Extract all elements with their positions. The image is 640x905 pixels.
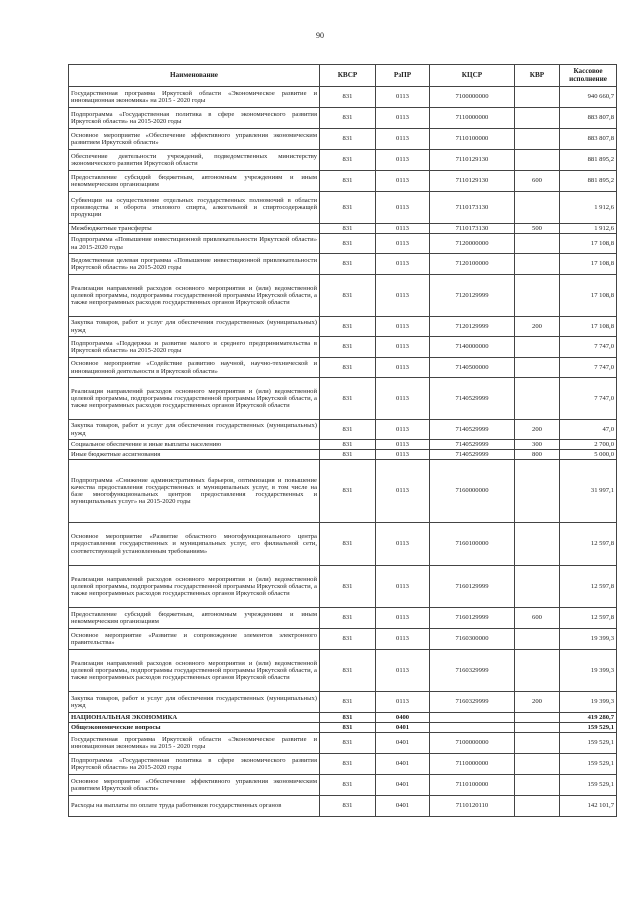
cell-name: Государственная программа Иркутской области «Экономическое развитие и инновационная экономика» на 2015 - 2020 годы bbox=[69, 87, 320, 108]
cell-name: Субвенции на осуществление отдельных государственных полномочий в области производства и оборота этилового спирта, алкогольной и спиртосодержащей продукции bbox=[69, 192, 320, 224]
cell-name: Подпрограмма «Государственная политика в сфере экономического развития Иркутской области» на 2015-2020 годы bbox=[69, 754, 320, 775]
cell-amount: 47,0 bbox=[560, 420, 617, 440]
cell-amount: 19 399,3 bbox=[560, 629, 617, 650]
cell-kvsr: 831 bbox=[320, 358, 376, 378]
table-row bbox=[69, 775, 617, 796]
cell-kcsr: 7120129999 bbox=[430, 317, 515, 337]
table-row bbox=[69, 650, 617, 692]
cell-rzpr: 0113 bbox=[376, 150, 430, 171]
cell-kvr bbox=[515, 358, 560, 378]
cell-amount: 159 529,1 bbox=[560, 733, 617, 754]
cell-rzpr: 0113 bbox=[376, 608, 430, 629]
cell-rzpr: 0113 bbox=[376, 275, 430, 317]
cell-kvsr: 831 bbox=[320, 234, 376, 254]
cell-rzpr: 0401 bbox=[376, 754, 430, 775]
cell-kvsr: 831 bbox=[320, 378, 376, 420]
cell-kvr bbox=[515, 192, 560, 224]
cell-kvr: 200 bbox=[515, 692, 560, 713]
cell-kcsr: 7110000000 bbox=[430, 754, 515, 775]
cell-rzpr: 0113 bbox=[376, 523, 430, 566]
cell-amount: 12 597,8 bbox=[560, 608, 617, 629]
cell-rzpr: 0113 bbox=[376, 566, 430, 608]
cell-amount: 12 597,8 bbox=[560, 523, 617, 566]
cell-kcsr: 7160329999 bbox=[430, 650, 515, 692]
cell-rzpr: 0401 bbox=[376, 723, 430, 733]
table-row bbox=[69, 754, 617, 775]
table-row bbox=[69, 224, 617, 234]
cell-kvr bbox=[515, 723, 560, 733]
cell-rzpr: 0400 bbox=[376, 713, 430, 723]
table-row bbox=[69, 450, 617, 460]
cell-rzpr: 0113 bbox=[376, 317, 430, 337]
cell-kvr bbox=[515, 150, 560, 171]
cell-kvr bbox=[515, 234, 560, 254]
cell-rzpr: 0113 bbox=[376, 254, 430, 275]
table-body bbox=[69, 87, 617, 817]
cell-amount: 883 807,8 bbox=[560, 108, 617, 129]
cell-kvr bbox=[515, 733, 560, 754]
cell-kvsr: 831 bbox=[320, 460, 376, 523]
cell-kvr: 300 bbox=[515, 440, 560, 450]
cell-kcsr: 7120100000 bbox=[430, 254, 515, 275]
cell-name: Закупка товаров, работ и услуг для обеспечения государственных (муниципальных) нужд bbox=[69, 692, 320, 713]
table-row bbox=[69, 108, 617, 129]
table-row bbox=[69, 234, 617, 254]
cell-kvsr: 831 bbox=[320, 775, 376, 796]
cell-amount: 142 101,7 bbox=[560, 796, 617, 817]
cell-name: Реализация направлений расходов основного мероприятия и (или) ведомственной целевой программы, подпрограммы государственной программы Иркутской области, а также непрограммных расходов государственных органов Иркутской области bbox=[69, 650, 320, 692]
cell-name: Подпрограмма «Повышение инвестиционной привлекательности Иркутской области» на 2015-2020 годы bbox=[69, 234, 320, 254]
cell-kvr: 200 bbox=[515, 420, 560, 440]
cell-kcsr: 7110129130 bbox=[430, 150, 515, 171]
cell-kcsr: 7140500000 bbox=[430, 358, 515, 378]
table-row bbox=[69, 523, 617, 566]
cell-kcsr: 7160329999 bbox=[430, 692, 515, 713]
cell-name: Основное мероприятие «Обеспечение эффективного управления экономическим развитием Иркутской области» bbox=[69, 129, 320, 150]
cell-rzpr: 0113 bbox=[376, 129, 430, 150]
cell-name: Основное мероприятие «Развитие и сопровождение элементов электронного правительства» bbox=[69, 629, 320, 650]
table-row bbox=[69, 337, 617, 358]
table-row bbox=[69, 192, 617, 224]
cell-kcsr: 7160129999 bbox=[430, 608, 515, 629]
cell-name: Закупка товаров, работ и услуг для обеспечения государственных (муниципальных) нужд bbox=[69, 420, 320, 440]
cell-kvr bbox=[515, 754, 560, 775]
cell-name: Предоставление субсидий бюджетным, автономным учреждениям и иным некоммерческим организациям bbox=[69, 171, 320, 192]
cell-kvsr: 831 bbox=[320, 224, 376, 234]
cell-kcsr bbox=[430, 723, 515, 733]
cell-amount: 940 660,7 bbox=[560, 87, 617, 108]
page-number: 90 bbox=[316, 31, 324, 40]
cell-kvsr: 831 bbox=[320, 523, 376, 566]
cell-amount: 7 747,0 bbox=[560, 337, 617, 358]
cell-rzpr: 0113 bbox=[376, 171, 430, 192]
cell-rzpr: 0113 bbox=[376, 692, 430, 713]
cell-kvr bbox=[515, 566, 560, 608]
cell-kvsr: 831 bbox=[320, 337, 376, 358]
cell-name: Общеэкономические вопросы bbox=[69, 723, 320, 733]
table-row bbox=[69, 275, 617, 317]
table-row bbox=[69, 796, 617, 817]
cell-rzpr: 0113 bbox=[376, 358, 430, 378]
cell-kvsr: 831 bbox=[320, 254, 376, 275]
cell-amount: 17 108,8 bbox=[560, 234, 617, 254]
cell-amount: 7 747,0 bbox=[560, 378, 617, 420]
cell-kcsr: 7160100000 bbox=[430, 523, 515, 566]
cell-rzpr: 0113 bbox=[376, 460, 430, 523]
cell-rzpr: 0113 bbox=[376, 450, 430, 460]
cell-kcsr bbox=[430, 713, 515, 723]
cell-kvsr: 831 bbox=[320, 192, 376, 224]
table-row bbox=[69, 629, 617, 650]
cell-kcsr: 7140529999 bbox=[430, 450, 515, 460]
cell-kcsr: 7100000000 bbox=[430, 87, 515, 108]
cell-rzpr: 0401 bbox=[376, 733, 430, 754]
cell-name: Социальное обеспечение и иные выплаты населению bbox=[69, 440, 320, 450]
cell-kcsr: 7110173130 bbox=[430, 224, 515, 234]
cell-amount: 419 280,7 bbox=[560, 713, 617, 723]
cell-amount: 881 895,2 bbox=[560, 150, 617, 171]
cell-kvsr: 831 bbox=[320, 440, 376, 450]
cell-amount: 19 399,3 bbox=[560, 692, 617, 713]
cell-kvr bbox=[515, 378, 560, 420]
cell-kvsr: 831 bbox=[320, 171, 376, 192]
table-row bbox=[69, 129, 617, 150]
cell-kvr bbox=[515, 523, 560, 566]
cell-kcsr: 7110173130 bbox=[430, 192, 515, 224]
table-row bbox=[69, 150, 617, 171]
cell-rzpr: 0113 bbox=[376, 440, 430, 450]
table-row bbox=[69, 440, 617, 450]
table-row bbox=[69, 317, 617, 337]
cell-amount: 5 000,0 bbox=[560, 450, 617, 460]
cell-rzpr: 0113 bbox=[376, 337, 430, 358]
cell-kcsr: 7140529999 bbox=[430, 378, 515, 420]
cell-kvr bbox=[515, 129, 560, 150]
table-header-row bbox=[69, 65, 617, 87]
cell-kvr: 200 bbox=[515, 317, 560, 337]
cell-kcsr: 7120129999 bbox=[430, 275, 515, 317]
cell-amount: 1 912,6 bbox=[560, 224, 617, 234]
table-row bbox=[69, 692, 617, 713]
cell-rzpr: 0113 bbox=[376, 629, 430, 650]
cell-amount: 19 399,3 bbox=[560, 650, 617, 692]
cell-amount: 881 895,2 bbox=[560, 171, 617, 192]
cell-kcsr: 7110100000 bbox=[430, 129, 515, 150]
cell-kcsr: 7160300000 bbox=[430, 629, 515, 650]
cell-rzpr: 0113 bbox=[376, 224, 430, 234]
cell-kcsr: 7140529999 bbox=[430, 420, 515, 440]
cell-kvsr: 831 bbox=[320, 450, 376, 460]
cell-amount: 159 529,1 bbox=[560, 775, 617, 796]
cell-name: Реализация направлений расходов основного мероприятия и (или) ведомственной целевой программы, подпрограммы государственной программы Иркутской области, а также непрограммных расходов государственных органов Иркутской области bbox=[69, 566, 320, 608]
table-row bbox=[69, 87, 617, 108]
cell-rzpr: 0113 bbox=[376, 234, 430, 254]
cell-kcsr: 7160000000 bbox=[430, 460, 515, 523]
cell-rzpr: 0401 bbox=[376, 775, 430, 796]
cell-kvr: 600 bbox=[515, 171, 560, 192]
cell-name: Основное мероприятие «Содействие развитию научной, научно-технической и инновационной деятельности в Иркутской области» bbox=[69, 358, 320, 378]
cell-kvr bbox=[515, 337, 560, 358]
table-row bbox=[69, 723, 617, 733]
table-row bbox=[69, 254, 617, 275]
cell-kvsr: 831 bbox=[320, 713, 376, 723]
cell-kvr bbox=[515, 650, 560, 692]
header-rzpr: РзПР bbox=[376, 65, 430, 87]
cell-rzpr: 0113 bbox=[376, 378, 430, 420]
cell-kcsr: 7110100000 bbox=[430, 775, 515, 796]
cell-name: Подпрограмма «Снижение административных барьеров, оптимизация и повышение качества предоставления государственных и муниципальных услуг, в том числе на базе многофункциональных центров предоставления государственных и муниципальных услуг» на 2015-2020 годы bbox=[69, 460, 320, 523]
cell-rzpr: 0113 bbox=[376, 192, 430, 224]
cell-kvr bbox=[515, 796, 560, 817]
cell-name: Подпрограмма «Государственная политика в сфере экономического развития Иркутской области» на 2015-2020 годы bbox=[69, 108, 320, 129]
header-amount: Кассовое исполнение bbox=[560, 65, 617, 87]
cell-name: Реализация направлений расходов основного мероприятия и (или) ведомственной целевой программы, подпрограммы государственной программы Иркутской области, а также непрограммных расходов государственных органов Иркутской области bbox=[69, 275, 320, 317]
table-row bbox=[69, 608, 617, 629]
table-row bbox=[69, 378, 617, 420]
cell-kvsr: 831 bbox=[320, 629, 376, 650]
cell-name: Обеспечение деятельности учреждений, подведомственных министерству экономического развития Иркутской области bbox=[69, 150, 320, 171]
cell-kvsr: 831 bbox=[320, 275, 376, 317]
cell-amount: 883 807,8 bbox=[560, 129, 617, 150]
cell-kvsr: 831 bbox=[320, 692, 376, 713]
cell-rzpr: 0113 bbox=[376, 108, 430, 129]
cell-kvsr: 831 bbox=[320, 150, 376, 171]
cell-kvsr: 831 bbox=[320, 129, 376, 150]
table-row bbox=[69, 460, 617, 523]
cell-kvsr: 831 bbox=[320, 420, 376, 440]
cell-name: Расходы на выплаты по оплате труда работников государственных органов bbox=[69, 796, 320, 817]
cell-kvr: 800 bbox=[515, 450, 560, 460]
cell-kvsr: 831 bbox=[320, 754, 376, 775]
cell-name: Государственная программа Иркутской области «Экономическое развитие и инновационная экономика» на 2015 - 2020 годы bbox=[69, 733, 320, 754]
cell-kvsr: 831 bbox=[320, 87, 376, 108]
cell-name: Иные бюджетные ассигнования bbox=[69, 450, 320, 460]
cell-kvsr: 831 bbox=[320, 650, 376, 692]
cell-kvsr: 831 bbox=[320, 723, 376, 733]
cell-amount: 31 997,1 bbox=[560, 460, 617, 523]
cell-kvr bbox=[515, 460, 560, 523]
header-kvsr: КВСР bbox=[320, 65, 376, 87]
cell-kcsr: 7140529999 bbox=[430, 440, 515, 450]
cell-kvr bbox=[515, 629, 560, 650]
cell-kvr bbox=[515, 254, 560, 275]
cell-kvr: 500 bbox=[515, 224, 560, 234]
cell-amount: 2 700,0 bbox=[560, 440, 617, 450]
cell-amount: 7 747,0 bbox=[560, 358, 617, 378]
cell-name: Подпрограмма «Поддержка и развитие малого и среднего предпринимательства в Иркутской области» на 2015-2020 годы bbox=[69, 337, 320, 358]
header-kvr: КВР bbox=[515, 65, 560, 87]
cell-amount: 17 108,8 bbox=[560, 254, 617, 275]
table-row bbox=[69, 713, 617, 723]
budget-table bbox=[68, 64, 617, 817]
cell-name: Закупка товаров, работ и услуг для обеспечения государственных (муниципальных) нужд bbox=[69, 317, 320, 337]
cell-kvsr: 831 bbox=[320, 796, 376, 817]
cell-rzpr: 0113 bbox=[376, 420, 430, 440]
cell-kvr bbox=[515, 108, 560, 129]
cell-name: Предоставление субсидий бюджетным, автономным учреждениям и иным некоммерческим организациям bbox=[69, 608, 320, 629]
table-row bbox=[69, 171, 617, 192]
table-row bbox=[69, 566, 617, 608]
table-row bbox=[69, 733, 617, 754]
cell-rzpr: 0113 bbox=[376, 87, 430, 108]
cell-name: Основное мероприятие «Обеспечение эффективного управления экономическим развитием Иркутской области» bbox=[69, 775, 320, 796]
header-name: Наименование bbox=[69, 65, 320, 87]
cell-name: Межбюджетные трансферты bbox=[69, 224, 320, 234]
table-row bbox=[69, 358, 617, 378]
cell-kcsr: 7110120110 bbox=[430, 796, 515, 817]
cell-name: Ведомственная целевая программа «Повышение инвестиционной привлекательности Иркутской области» на 2015-2020 годы bbox=[69, 254, 320, 275]
cell-amount: 17 108,8 bbox=[560, 275, 617, 317]
header-kcsr: КЦСР bbox=[430, 65, 515, 87]
cell-rzpr: 0113 bbox=[376, 650, 430, 692]
cell-kvr bbox=[515, 87, 560, 108]
cell-kvr: 600 bbox=[515, 608, 560, 629]
table-row bbox=[69, 420, 617, 440]
cell-kvsr: 831 bbox=[320, 733, 376, 754]
cell-kvsr: 831 bbox=[320, 608, 376, 629]
cell-amount: 159 529,1 bbox=[560, 723, 617, 733]
cell-amount: 12 597,8 bbox=[560, 566, 617, 608]
cell-kvsr: 831 bbox=[320, 566, 376, 608]
cell-kvsr: 831 bbox=[320, 108, 376, 129]
cell-name: Основное мероприятие «Развитие областного многофункционального центра предоставления государственных и муниципальных услуг, его филиальной сети, соответствующей установленным требованиям» bbox=[69, 523, 320, 566]
cell-kvsr: 831 bbox=[320, 317, 376, 337]
cell-kcsr: 7120000000 bbox=[430, 234, 515, 254]
cell-kvr bbox=[515, 275, 560, 317]
cell-kvr bbox=[515, 713, 560, 723]
cell-name: Реализация направлений расходов основного мероприятия и (или) ведомственной целевой программы, подпрограммы государственной программы Иркутской области, а также непрограммных расходов государственных органов Иркутской области bbox=[69, 378, 320, 420]
cell-kcsr: 7110000000 bbox=[430, 108, 515, 129]
cell-kcsr: 7140000000 bbox=[430, 337, 515, 358]
cell-kcsr: 7160129999 bbox=[430, 566, 515, 608]
cell-kcsr: 7100000000 bbox=[430, 733, 515, 754]
cell-kcsr: 7110129130 bbox=[430, 171, 515, 192]
cell-kvr bbox=[515, 775, 560, 796]
cell-amount: 159 529,1 bbox=[560, 754, 617, 775]
cell-name: НАЦИОНАЛЬНАЯ ЭКОНОМИКА bbox=[69, 713, 320, 723]
cell-rzpr: 0401 bbox=[376, 796, 430, 817]
cell-amount: 17 108,8 bbox=[560, 317, 617, 337]
cell-amount: 1 912,6 bbox=[560, 192, 617, 224]
